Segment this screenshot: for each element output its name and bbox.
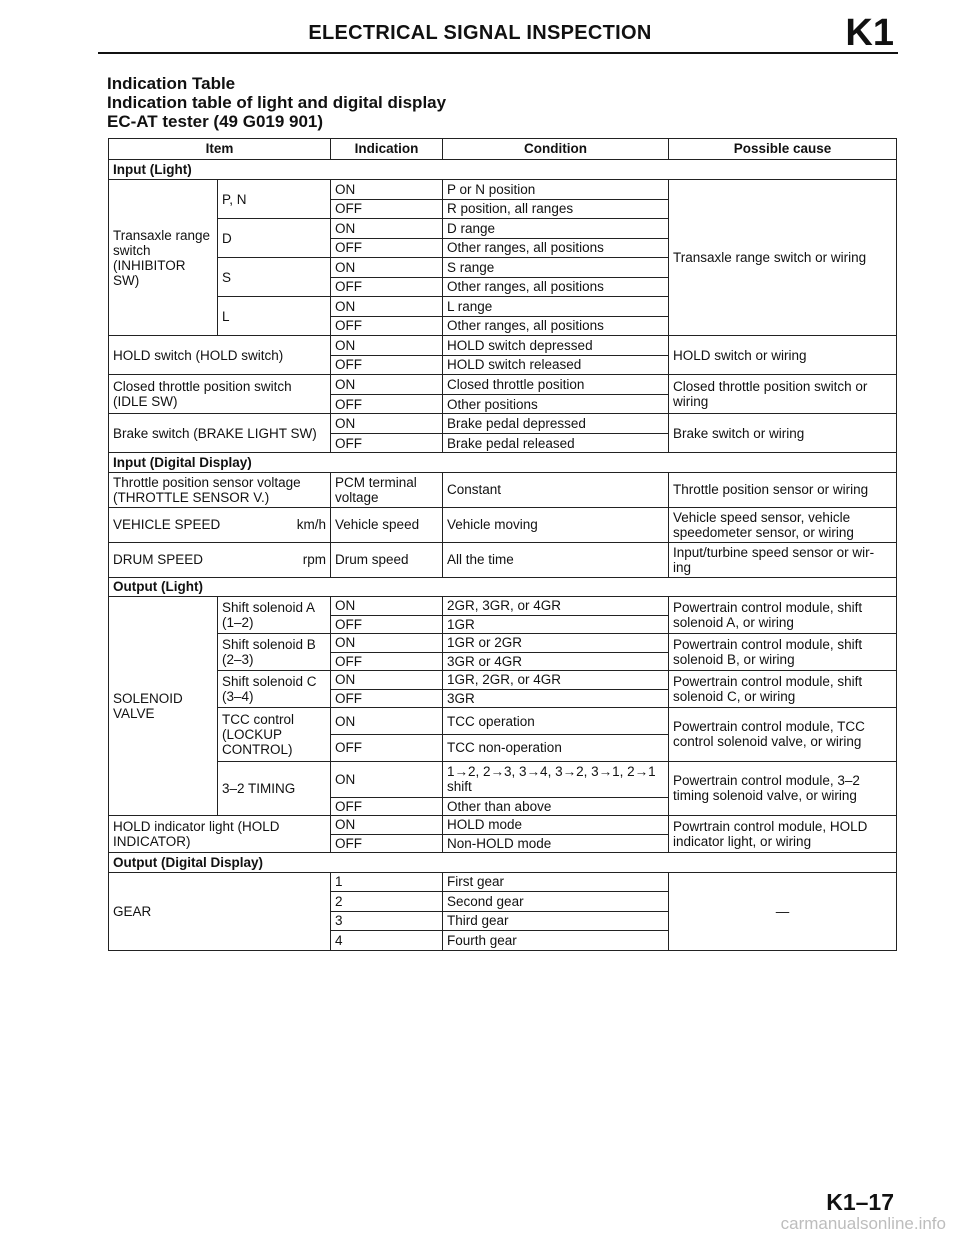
watermark: carmanualsonline.info [780,1214,946,1233]
cond-hold-ind-on: HOLD mode [443,816,669,835]
item-solenoid: SOLENOID VALVE [109,597,218,816]
item-hold-switch: HOLD switch (HOLD switch) [109,336,331,375]
cause-sol-a: Powertrain control module, shift solenoid A, or wiring [669,597,897,634]
cond-timing-off: Other than above [443,797,669,816]
ind-vehicle-speed: Vehicle speed [331,507,443,542]
cond-pn-on: P or N position [443,180,669,200]
ind-off: OFF [331,394,443,414]
item-brake-switch: Brake switch (BRAKE LIGHT SW) [109,414,331,453]
ind-off: OFF [331,199,443,219]
ind-off: OFF [331,734,443,761]
cond-drum-speed: All the time [443,542,669,577]
ind-off: OFF [331,355,443,375]
section-input-light: Input (Light) [109,159,897,180]
item-hold-indicator: HOLD indicator light (HOLD INDICATOR) [109,816,331,853]
ind-off: OFF [331,238,443,258]
ind-gear-1: 1 [331,872,443,892]
section-code: K1 [845,12,894,54]
cause-sol-c: Powertrain control module, shift solenoid C, or wiring [669,671,897,708]
ind-on: ON [331,180,443,200]
item-idle-switch: Closed throttle position switch (IDLE SW) [109,375,331,414]
vehicle-speed-label: VEHICLE SPEED [113,517,221,533]
ind-on: ON [331,297,443,317]
table-row [109,761,897,795]
ind-on: ON [331,708,443,735]
cond-sol-b-off: 3GR or 4GR [443,652,669,671]
ind-off: OFF [331,615,443,634]
section-input-digital: Input (Digital Display) [109,453,897,473]
ind-on: ON [331,671,443,690]
cond-s-on: S range [443,258,669,278]
ind-on: ON [331,597,443,616]
table-row [109,872,897,892]
heading-indication-table: Indication Table [107,74,236,93]
section-row [109,577,897,597]
cond-hold-off: HOLD switch released [443,355,669,375]
sub-l: L [218,297,331,336]
col-condition: Condition [443,139,669,160]
cond-gear-1: First gear [443,872,669,892]
section-output-digital: Output (Digital Display) [109,853,897,873]
ind-off: OFF [331,316,443,336]
cause-hold-switch: HOLD switch or wiring [669,336,897,375]
ind-on: ON [331,761,443,797]
section-row [109,453,897,473]
cause-hold-indicator: Powrtrain control module, HOLD indicator light, or wiring [669,816,897,853]
cause-drum-speed: Input/turbine speed sensor or wir-ing [669,542,897,577]
heading-tester: EC-AT tester (49 G019 901) [107,112,324,131]
cause-timing: Powertrain control module, 3–2 timing solenoid valve, or wiring [669,761,897,815]
cause-tps: Throttle position sensor or wiring [669,472,897,507]
section-output-light: Output (Light) [109,577,897,597]
table-row [109,414,897,434]
ind-off: OFF [331,797,443,816]
cond-tps: Constant [443,472,669,507]
ind-on: ON [331,375,443,395]
cond-timing-on: 1→2, 2→3, 3→4, 3→2, 3→1, 2→1 shift [443,761,669,797]
table-row [109,634,897,653]
cond-l-off: Other ranges, all positions [443,316,669,336]
sub-s: S [218,258,331,297]
cause-sol-b: Powertrain control module, shift solenoid B, or wiring [669,634,897,671]
sub-tcc: TCC control (LOCKUP CONTROL) [218,708,331,761]
ind-tps: PCM terminal voltage [331,472,443,507]
item-transaxle: Transaxle range switch (INHIBITOR SW) [109,180,218,336]
ind-drum-speed: Drum speed [331,542,443,577]
cond-hold-ind-off: Non-HOLD mode [443,834,669,853]
ind-on: ON [331,258,443,278]
table-row [109,336,897,356]
drum-speed-label: DRUM SPEED [113,552,204,568]
cond-sol-a-on: 2GR, 3GR, or 4GR [443,597,669,616]
cond-idle-on: Closed throttle position [443,375,669,395]
sub-solenoid-b: Shift solenoid B (2–3) [218,634,331,671]
ind-on: ON [331,816,443,835]
item-gear: GEAR [109,872,331,950]
cause-vehicle-speed: Vehicle speed sensor, vehicle speedometer sensor, or wiring [669,507,897,542]
table-row [109,180,897,200]
cond-hold-on: HOLD switch depressed [443,336,669,356]
cond-sol-b-on: 1GR or 2GR [443,634,669,653]
table-row [109,671,897,690]
cond-brake-on: Brake pedal depressed [443,414,669,434]
table-row [109,708,897,735]
cond-tcc-off: TCC non-operation [443,734,669,761]
ind-off: OFF [331,834,443,853]
cond-d-on: D range [443,219,669,239]
cond-gear-3: Third gear [443,911,669,931]
cond-tcc-on: TCC operation [443,708,669,735]
table-row [109,472,897,507]
ind-off: OFF [331,277,443,297]
item-drum-speed [109,542,331,577]
vehicle-speed-unit: km/h [296,517,327,533]
ind-gear-2: 2 [331,892,443,912]
cause-tcc: Powertrain control module, TCC control solenoid valve, or wiring [669,708,897,761]
col-item: Item [109,139,331,160]
drum-speed-unit: rpm [302,552,327,568]
ind-on: ON [331,219,443,239]
ind-on: ON [331,336,443,356]
table-headings [107,74,446,131]
cause-brake-switch: Brake switch or wiring [669,414,897,453]
cond-idle-off: Other positions [443,394,669,414]
cause-idle-switch: Closed throttle position switch or wiring [669,375,897,414]
cond-pn-off: R position, all ranges [443,199,669,219]
table-row [109,375,897,395]
table-row [109,542,897,577]
cond-vehicle-speed: Vehicle moving [443,507,669,542]
table-row [109,597,897,616]
heading-light-digital: Indication table of light and digital display [107,93,447,112]
cond-s-off: Other ranges, all positions [443,277,669,297]
cond-sol-c-on: 1GR, 2GR, or 4GR [443,671,669,690]
table-row [109,816,897,835]
item-vehicle-speed [109,507,331,542]
cause-transaxle: Transaxle range switch or wiring [669,180,897,336]
cond-sol-c-off: 3GR [443,689,669,708]
ind-on: ON [331,634,443,653]
col-indication: Indication [331,139,443,160]
ind-on: ON [331,414,443,434]
header-rule [98,52,898,54]
section-row [109,853,897,873]
sub-d: D [218,219,331,258]
sub-timing: 3–2 TIMING [218,761,331,815]
cause-gear: — [669,872,897,950]
ind-off: OFF [331,689,443,708]
cond-l-on: L range [443,297,669,317]
page-title: ELECTRICAL SIGNAL INSPECTION [308,22,652,44]
cond-d-off: Other ranges, all positions [443,238,669,258]
sub-solenoid-a: Shift solenoid A (1–2) [218,597,331,634]
table-row [109,507,897,542]
ind-off: OFF [331,652,443,671]
cond-gear-2: Second gear [443,892,669,912]
table-header-row [109,139,897,160]
indication-table [108,138,897,951]
ind-gear-3: 3 [331,911,443,931]
sub-solenoid-c: Shift solenoid C (3–4) [218,671,331,708]
section-row [109,159,897,180]
item-tps: Throttle position sensor voltage (THROTTLE SENSOR V.) [109,472,331,507]
page-number: K1–17 [826,1189,894,1215]
col-cause: Possible cause [669,139,897,160]
cond-brake-off: Brake pedal released [443,433,669,453]
cond-gear-4: Fourth gear [443,931,669,951]
ind-gear-4: 4 [331,931,443,951]
cond-sol-a-off: 1GR [443,615,669,634]
sub-pn: P, N [218,180,331,219]
ind-off: OFF [331,433,443,453]
